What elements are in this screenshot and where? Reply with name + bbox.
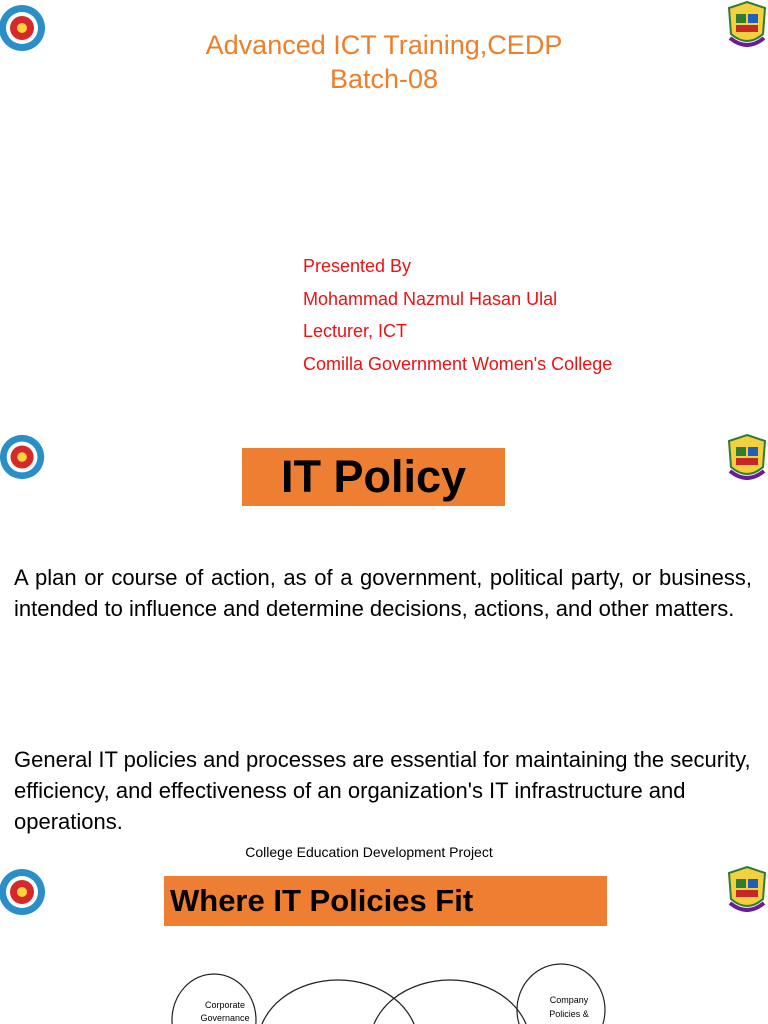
general-policies-paragraph: General IT policies and processes are essential for maintaining the security, efficiency, and effectiveness of an organization's IT infrastructure and operations.	[14, 747, 751, 834]
slide-title-text	[0, 28, 768, 96]
left-seal-logo-icon	[0, 432, 48, 482]
presenter-line: Mohammad Nazmul Hasan Ulal	[303, 288, 558, 309]
venn-circle-center-right	[370, 980, 530, 1024]
presenter-line: Comilla Government Women's College	[303, 353, 613, 374]
presenter-line: Lecturer, ICT	[303, 321, 408, 341]
title-line-2: Batch-08	[329, 64, 439, 94]
venn-label-right-2: Policies &	[549, 1009, 589, 1019]
where-it-policies-fit-heading: Where IT Policies Fit	[164, 876, 607, 926]
presenter-line: Presented By	[303, 256, 412, 276]
venn-label-left-2: Governance	[200, 1013, 250, 1023]
slide-it-policy	[0, 412, 768, 834]
policy-venn-diagram	[0, 830, 768, 1024]
slide-title	[0, 0, 768, 412]
right-university-logo-icon	[726, 432, 768, 484]
slide-where-it-policies-fit	[0, 830, 768, 1024]
project-footer: College Education Development Project	[245, 844, 493, 860]
definition-paragraph: A plan or course of action, as of a government, political party, or business, intended to influence and determine decisions, actions, and other matters.	[14, 565, 752, 621]
venn-label-right-1: Company	[549, 995, 589, 1005]
title-line-1: Advanced ICT Training,CEDP	[205, 30, 563, 60]
venn-circle-center-left	[258, 980, 418, 1024]
it-policy-heading: IT Policy	[242, 448, 505, 506]
presenter-info	[303, 252, 612, 382]
venn-label-left-1: Corporate	[204, 1000, 246, 1010]
